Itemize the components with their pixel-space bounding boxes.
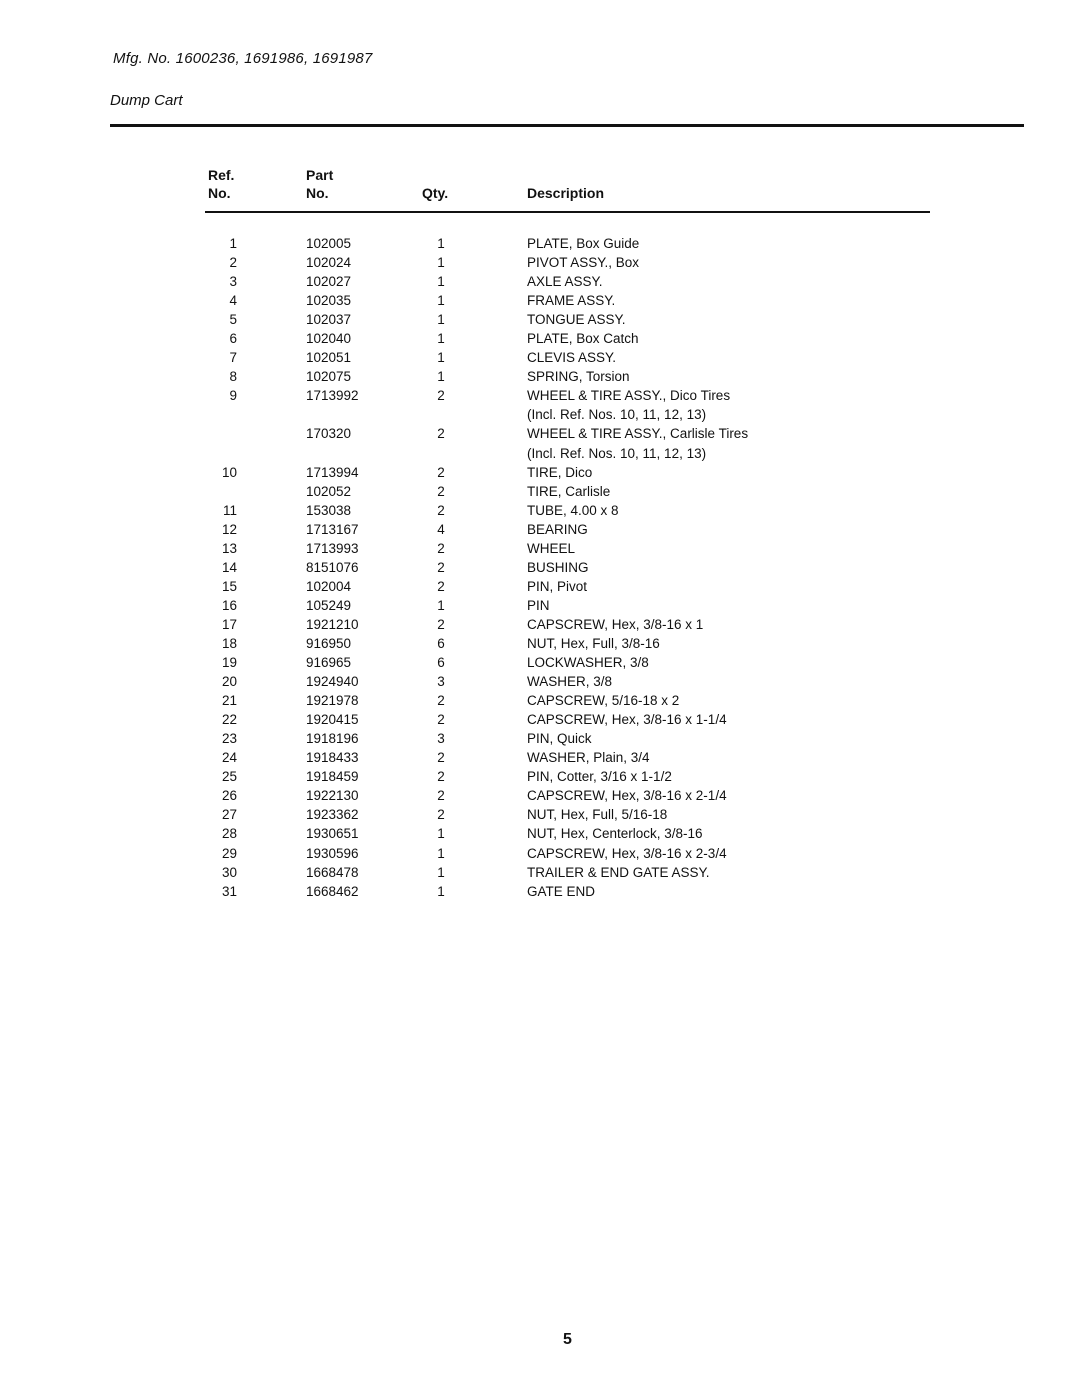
ref-cell: 15 — [221, 578, 237, 594]
qty-cell: 1 — [437, 845, 445, 861]
table-row — [205, 329, 930, 348]
description-cell: (Incl. Ref. Nos. 10, 11, 12, 13) — [527, 445, 707, 461]
col-header-ref-line1: Ref. — [208, 167, 235, 183]
qty-cell: 2 — [437, 788, 445, 804]
part-cell: 916950 — [306, 635, 352, 651]
table-row — [205, 348, 930, 367]
part-cell: 102027 — [306, 274, 352, 290]
qty-cell: 1 — [437, 293, 445, 309]
qty-cell: 1 — [437, 236, 445, 251]
description-cell: PLATE, Box Catch — [527, 331, 639, 347]
description-cell: WHEEL & TIRE ASSY., Carlisle Tires — [527, 426, 749, 442]
ref-cell: 29 — [221, 845, 237, 861]
part-cell: 916965 — [306, 655, 352, 671]
ref-cell: 14 — [221, 559, 237, 575]
part-cell: 102004 — [306, 578, 352, 594]
table-row — [205, 386, 930, 405]
part-cell: 102040 — [306, 331, 352, 347]
ref-cell: 16 — [221, 597, 237, 613]
qty-cell: 1 — [437, 350, 445, 366]
ref-cell: 2 — [229, 255, 237, 271]
col-header-qty: Qty. — [422, 185, 449, 201]
part-cell: 105249 — [306, 597, 352, 613]
part-cell: 1921210 — [306, 616, 359, 632]
ref-cell: 23 — [221, 731, 237, 747]
description-cell: TIRE, Carlisle — [527, 483, 611, 499]
col-header-part-line2: No. — [306, 185, 329, 201]
qty-cell: 6 — [437, 635, 445, 651]
mfg-number-heading: Mfg. No. 1600236, 1691986, 1691987 — [113, 50, 373, 67]
part-cell: 102052 — [306, 483, 352, 499]
table-row — [205, 253, 930, 272]
table-row — [205, 786, 930, 805]
description-cell: PIN, Cotter, 3/16 x 1-1/2 — [527, 769, 672, 785]
description-cell: CAPSCREW, Hex, 3/8-16 x 2-1/4 — [527, 788, 727, 804]
description-cell: CAPSCREW, Hex, 3/8-16 x 1-1/4 — [527, 712, 727, 728]
part-cell: 1921978 — [306, 693, 359, 709]
ref-cell: 22 — [221, 712, 237, 728]
part-cell: 1713994 — [306, 464, 359, 480]
ref-cell: 12 — [221, 521, 237, 537]
qty-cell: 2 — [437, 578, 445, 594]
part-cell: 1668478 — [306, 864, 359, 880]
qty-cell: 2 — [437, 693, 445, 709]
table-row — [205, 501, 930, 520]
description-cell: TUBE, 4.00 x 8 — [527, 502, 619, 518]
table-row — [205, 444, 930, 463]
part-cell: 1924940 — [306, 674, 359, 690]
description-cell: PIN, Quick — [527, 731, 592, 747]
description-cell: BEARING — [527, 521, 588, 537]
ref-cell: 27 — [221, 807, 237, 823]
description-cell: PIN — [527, 597, 550, 613]
page-number: 5 — [563, 1331, 572, 1348]
table-row — [205, 653, 930, 672]
qty-cell: 2 — [437, 750, 445, 766]
table-row — [205, 520, 930, 539]
parts-table-body — [205, 234, 930, 901]
part-cell: 1930651 — [306, 826, 359, 842]
ref-cell: 31 — [221, 883, 237, 899]
description-cell: WHEEL — [527, 540, 576, 556]
ref-cell: 5 — [229, 312, 237, 328]
qty-cell: 1 — [437, 274, 445, 290]
table-row — [205, 272, 930, 291]
description-cell: PIN, Pivot — [527, 578, 588, 594]
table-row — [205, 234, 930, 253]
ref-cell: 24 — [221, 750, 237, 766]
part-cell: 1713167 — [306, 521, 359, 537]
description-cell: NUT, Hex, Full, 3/8-16 — [527, 635, 660, 651]
table-row — [205, 882, 930, 901]
qty-cell: 1 — [437, 369, 445, 385]
table-row — [205, 844, 930, 863]
qty-cell: 4 — [437, 521, 445, 537]
part-cell: 1930596 — [306, 845, 359, 861]
qty-cell: 2 — [437, 502, 445, 518]
ref-cell: 13 — [221, 540, 237, 556]
description-cell: WASHER, 3/8 — [527, 674, 613, 690]
qty-cell: 2 — [437, 559, 445, 575]
col-header-ref-line2: No. — [208, 185, 231, 201]
part-cell: 1668462 — [306, 883, 359, 899]
part-cell: 102037 — [306, 312, 352, 328]
ref-cell: 8 — [229, 369, 237, 385]
qty-cell: 2 — [437, 426, 445, 442]
table-row — [205, 805, 930, 824]
qty-cell: 2 — [437, 464, 445, 480]
qty-cell: 2 — [437, 540, 445, 556]
part-cell: 1920415 — [306, 712, 359, 728]
table-row — [205, 463, 930, 482]
description-cell: SPRING, Torsion — [527, 369, 630, 385]
ref-cell: 9 — [229, 388, 237, 404]
description-cell: GATE END — [527, 883, 596, 899]
ref-cell: 4 — [229, 293, 237, 309]
qty-cell: 3 — [437, 731, 445, 747]
qty-cell: 1 — [437, 826, 445, 842]
table-header-divider — [205, 211, 930, 213]
description-cell: CLEVIS ASSY. — [527, 350, 617, 366]
col-header-part-line1: Part — [306, 167, 334, 183]
ref-cell: 17 — [221, 616, 237, 632]
part-cell: 102035 — [306, 293, 352, 309]
table-row — [205, 539, 930, 558]
table-row — [205, 691, 930, 710]
table-row — [205, 863, 930, 882]
qty-cell: 2 — [437, 616, 445, 632]
description-cell: NUT, Hex, Full, 5/16-18 — [527, 807, 668, 823]
description-cell: CAPSCREW, Hex, 3/8-16 x 2-3/4 — [527, 845, 727, 861]
header-divider — [110, 124, 1024, 127]
part-cell: 1918433 — [306, 750, 359, 766]
part-cell: 8151076 — [306, 559, 359, 575]
table-row — [205, 596, 930, 615]
table-row — [205, 767, 930, 786]
part-cell: 1713992 — [306, 388, 359, 404]
qty-cell: 2 — [437, 712, 445, 728]
ref-cell: 28 — [221, 826, 237, 842]
parts-table-header — [205, 166, 930, 206]
part-cell: 1713993 — [306, 540, 359, 556]
description-cell: CAPSCREW, 5/16-18 x 2 — [527, 693, 680, 709]
part-cell: 170320 — [306, 426, 352, 442]
qty-cell: 2 — [437, 388, 445, 404]
table-row — [205, 577, 930, 596]
description-cell: AXLE ASSY. — [527, 274, 603, 290]
qty-cell: 2 — [437, 483, 445, 499]
qty-cell: 1 — [437, 597, 445, 613]
part-cell: 1918196 — [306, 731, 359, 747]
table-row — [205, 672, 930, 691]
qty-cell: 1 — [437, 883, 445, 899]
description-cell: PLATE, Box Guide — [527, 236, 640, 251]
ref-cell: 6 — [229, 331, 237, 347]
ref-cell: 7 — [229, 350, 237, 366]
part-cell: 1923362 — [306, 807, 359, 823]
qty-cell: 2 — [437, 807, 445, 823]
description-cell: WHEEL & TIRE ASSY., Dico Tires — [527, 388, 731, 404]
description-cell: CAPSCREW, Hex, 3/8-16 x 1 — [527, 616, 704, 632]
table-row — [205, 729, 930, 748]
table-row — [205, 310, 930, 329]
part-cell: 102051 — [306, 350, 352, 366]
description-cell: TONGUE ASSY. — [527, 312, 626, 328]
ref-cell: 30 — [221, 864, 237, 880]
part-cell: 102005 — [306, 236, 352, 251]
table-row — [205, 748, 930, 767]
table-row — [205, 367, 930, 386]
table-row — [205, 634, 930, 653]
description-cell: WASHER, Plain, 3/4 — [527, 750, 650, 766]
part-cell: 102024 — [306, 255, 352, 271]
description-cell: TRAILER & END GATE ASSY. — [527, 864, 710, 880]
table-row — [205, 482, 930, 501]
description-cell: LOCKWASHER, 3/8 — [527, 655, 649, 671]
table-row — [205, 558, 930, 577]
ref-cell: 25 — [221, 769, 237, 785]
part-cell: 1922130 — [306, 788, 359, 804]
description-cell: FRAME ASSY. — [527, 293, 616, 309]
table-row — [205, 824, 930, 843]
qty-cell: 1 — [437, 331, 445, 347]
description-cell: BUSHING — [527, 559, 589, 575]
part-cell: 1918459 — [306, 769, 359, 785]
qty-cell: 1 — [437, 255, 445, 271]
table-row — [205, 424, 930, 443]
ref-cell: 19 — [221, 655, 237, 671]
part-cell: 153038 — [306, 502, 352, 518]
table-row — [205, 405, 930, 424]
ref-cell: 1 — [229, 236, 237, 251]
ref-cell: 20 — [221, 674, 237, 690]
col-header-description: Description — [527, 185, 605, 201]
table-row — [205, 710, 930, 729]
qty-cell: 3 — [437, 674, 445, 690]
qty-cell: 6 — [437, 655, 445, 671]
part-cell: 102075 — [306, 369, 352, 385]
description-cell: TIRE, Dico — [527, 464, 593, 480]
ref-cell: 18 — [221, 635, 237, 651]
ref-cell: 3 — [229, 274, 237, 290]
qty-cell: 1 — [437, 312, 445, 328]
qty-cell: 2 — [437, 769, 445, 785]
product-subtitle: Dump Cart — [110, 92, 183, 109]
description-cell: NUT, Hex, Centerlock, 3/8-16 — [527, 826, 703, 842]
description-cell: PIVOT ASSY., Box — [527, 255, 640, 271]
qty-cell: 1 — [437, 864, 445, 880]
ref-cell: 10 — [221, 464, 237, 480]
ref-cell: 26 — [221, 788, 237, 804]
table-row — [205, 291, 930, 310]
ref-cell: 21 — [221, 693, 237, 709]
ref-cell: 11 — [222, 502, 237, 518]
description-cell: (Incl. Ref. Nos. 10, 11, 12, 13) — [527, 407, 707, 423]
table-row — [205, 615, 930, 634]
